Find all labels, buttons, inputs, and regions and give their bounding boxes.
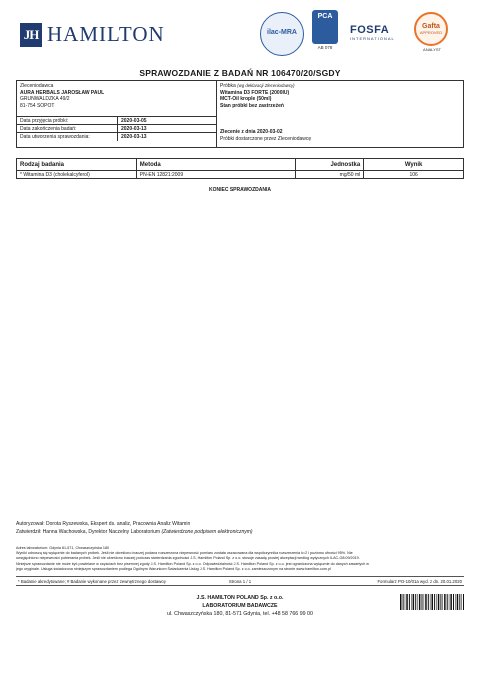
info-block: [16, 80, 464, 148]
disclaimer-line: Niniejsze sprawozdanie nie może być powielane w częściach bez pisemnej zgody J.S. Hamilton Poland Sp. z o.o. Odpowiedzialność J.S. Hamilton Poland Sp. z o.o. jest ograniczona wyłącznie do danych zawartych w: [16, 561, 369, 566]
client-section: [17, 81, 217, 147]
accreditation-logos: [256, 10, 464, 62]
ilac-mra-logo-icon: ilac-MRA: [260, 12, 304, 56]
footer-line: [16, 576, 464, 586]
report-title: SPRAWOZDANIE Z BADAŃ NR 106470/20/SGDY: [139, 68, 341, 78]
sample-line-2: MCT-Oil krople (50ml): [220, 96, 272, 102]
client-name: AURA HERBALS JAROSŁAW PAUL: [20, 89, 105, 96]
table-row: [17, 171, 464, 179]
company-name: J.S. HAMILTON POLAND Sp. z o.o.: [196, 595, 284, 601]
cell-result: 106: [364, 171, 464, 179]
logo-mark-icon: JH: [20, 23, 42, 47]
pca-logo-icon: PCA AB 078: [312, 10, 338, 54]
cell-method: PN-EN 12821:2009: [136, 171, 296, 179]
sample-details: [220, 83, 460, 109]
disclaimer-line: Wyniki odnoszą się wyłącznie do badanych próbek. Jeśli nie określono inaczej podana rozszerzona niepewność pomiaru została oszacowana dla współczynnika rozszerzenia k=2 i poziomu ufności 95%. Nie: [16, 551, 353, 556]
company-address: ul. Chwaszczyńska 180, 81-571 Gdynia, tel. +48 58 766 99 00: [167, 611, 313, 617]
form-id: Formularz PO-10/01a wyd. z dn. 20.01.2020: [377, 579, 462, 584]
sample-line-3: Stan próbki bez zastrzeżeń: [220, 102, 284, 109]
approved-note: (Zatwierdzone podpisem elektronicznym): [161, 529, 253, 535]
date-row-received: Data przyjęcia próbki: 2020-03-05: [17, 116, 217, 124]
cell-test: * Witamina D3 (cholekalcyferol): [17, 171, 137, 179]
col-header-method: Metoda: [136, 159, 296, 171]
disclaimer-line: jego oryginale. Usługa świadczona niniejszym sprawozdaniem podlega Ogólnym Warunkom Świadczenia Usług J.S. Hamilton Poland Sp. z o.o. zamieszczonym na stronie www.hamilton.com.pl: [16, 566, 331, 571]
date-row-completed: Data zakończenia badań: 2020-03-13: [17, 124, 217, 132]
results-table: [16, 158, 464, 179]
authorized-by: Autoryzował: Dorota Ryszewska, Ekspert ds. analiz, Pracownia Analiz Witamin: [16, 521, 191, 527]
logo-text: HAMILTON: [47, 22, 165, 46]
order-line-2: Próbki dostarczone przez Zleceniodawcę: [220, 135, 312, 142]
lab-name: LABORATORIUM BADAWCZE: [202, 603, 278, 609]
sample-label-note: (wg deklaracji Zleceniodawcy): [237, 83, 295, 88]
signatures: [16, 520, 464, 536]
sample-label: Próbka: [220, 83, 236, 89]
disclaimer: [16, 546, 464, 572]
col-header-unit: Jednostka: [296, 159, 364, 171]
footer-legend: * Badanie akredytowane; # Badanie wykonane przez zewnętrznego dostawcę: [18, 579, 166, 584]
cell-unit: mg/50 ml: [296, 171, 364, 179]
hamilton-logo: [20, 22, 165, 47]
date-row-created: Data utworzenia sprawozdania: 2020-03-13: [17, 132, 217, 140]
disclaimer-line: Adres laboratorium: Gdynia 81-571, Chwaszczyńska 180: [16, 546, 110, 550]
order-details: [220, 129, 460, 142]
results-header-row: [17, 159, 464, 171]
client-details: [20, 83, 215, 109]
gafta-logo-icon: Gafta APPROVED ANALYST: [414, 12, 450, 52]
client-street: GRUNWALDZKA 49/2: [20, 96, 70, 102]
order-line-1: Zlecenie z dnia 2020-03-02: [220, 129, 283, 135]
col-header-result: Wynik: [364, 159, 464, 171]
col-header-test: Rodzaj badania: [17, 159, 137, 171]
end-of-report: KONIEC SPRAWOZDANIA: [209, 187, 271, 193]
sample-section: [217, 81, 463, 147]
client-city: 81-754 SOPOT: [20, 102, 55, 109]
fosfa-logo-icon: FOSFA INTERNATIONAL: [350, 24, 395, 41]
sample-line-1: Witamina D3 FORTE (2000IU): [220, 89, 290, 96]
client-label: Zleceniodawca: [20, 83, 54, 89]
disclaimer-line: uwzględniono niepewności pobierania próbek. Jeśli nie określono inaczej podczas stwierdzania zgodności J.S. Hamilton Poland Sp. z o.o. stosuje zasadę prostej akceptacji według wytycznych ILAC-G8:09/2019.: [16, 556, 360, 561]
page-number: Strona 1 / 1: [228, 579, 252, 584]
approved-by: Zatwierdził: Hanna Wachowska, Dyrektor Naczelny Laboratorium (Zatwierdzone podpisem elektronicznym): [16, 529, 253, 535]
company-info: [0, 594, 480, 618]
